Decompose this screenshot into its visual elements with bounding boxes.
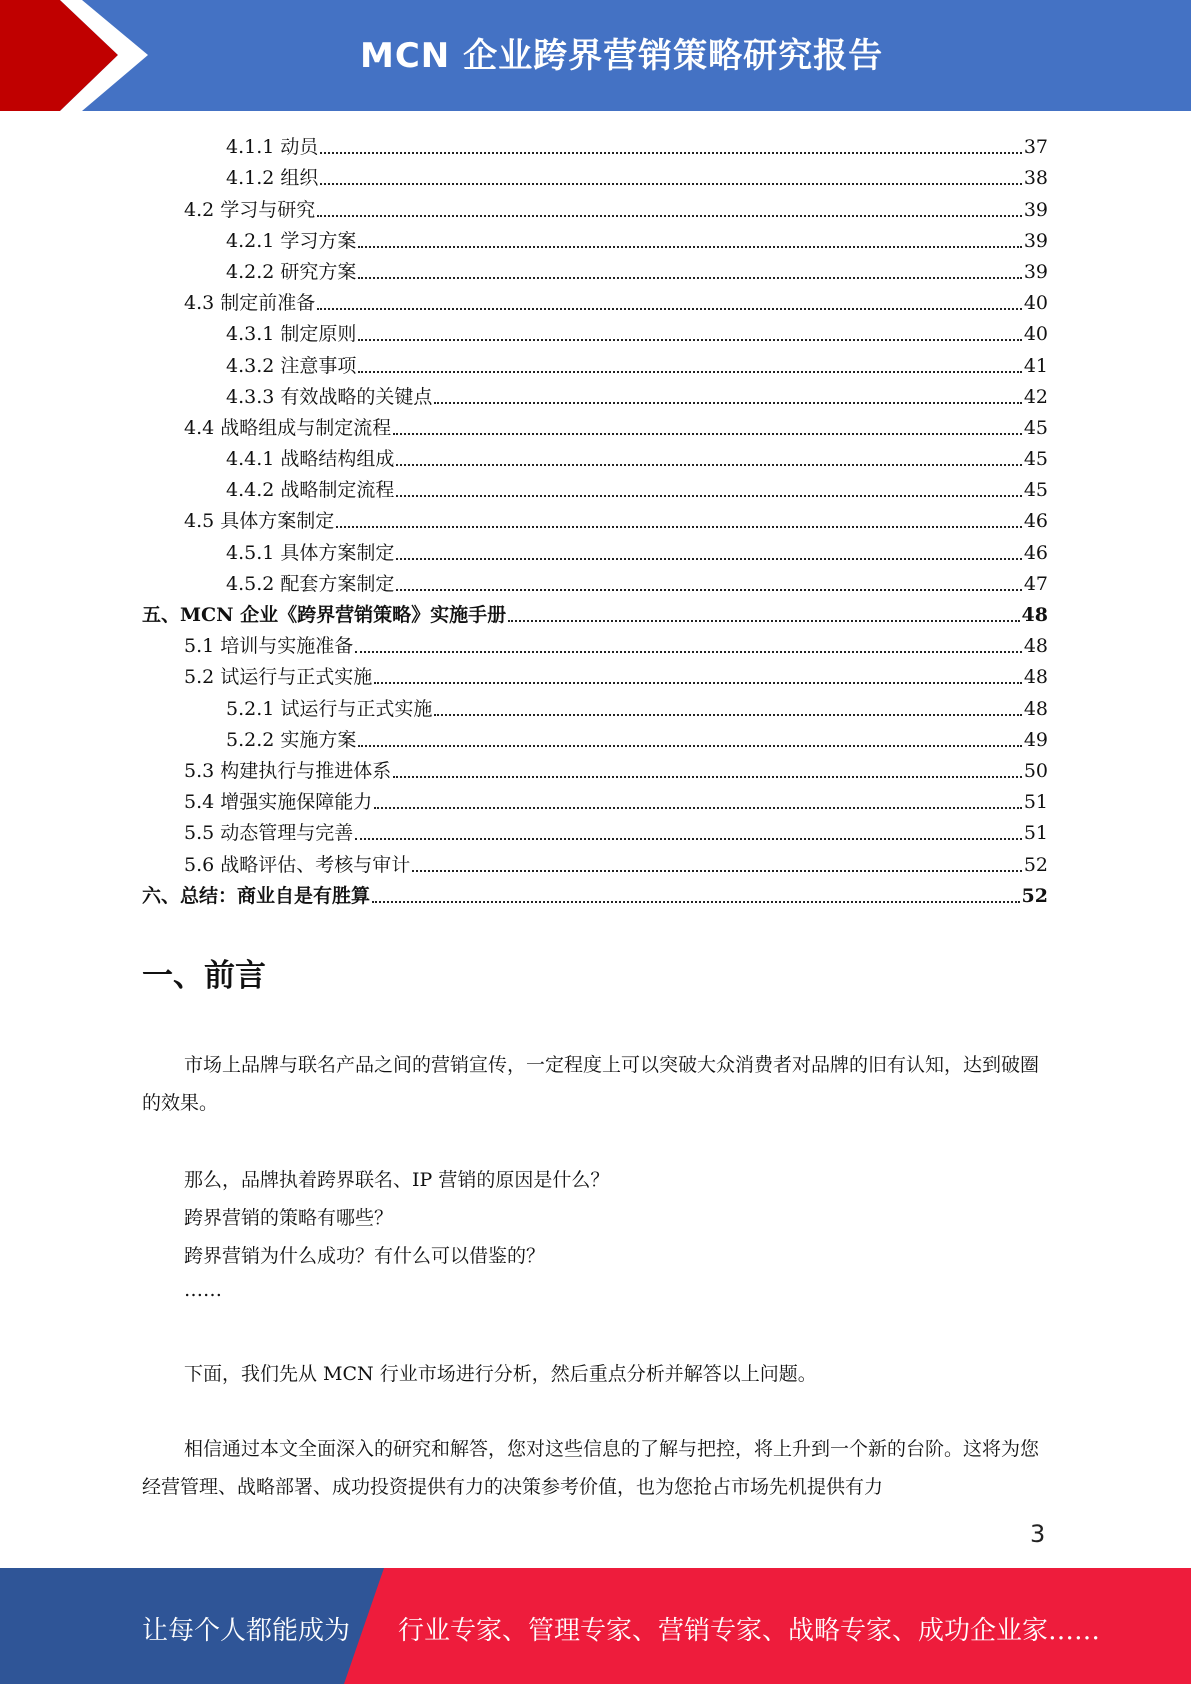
toc-entry[interactable] [142,845,1048,876]
page-header [0,0,1191,111]
toc-entry-label: 5.3 构建执行与推进体系 [184,759,392,782]
toc-entry-label: 4.3.1 制定原则 [226,323,357,346]
toc-entry-label: 4.4.1 战略结构组成 [226,448,395,471]
toc-entry-page: 40 [1023,323,1048,346]
toc-entry-page: 48 [1023,635,1048,658]
toc-entry-label: 4.2.2 研究方案 [226,260,357,283]
toc-dot-leader [393,776,1022,778]
toc-entry[interactable] [142,315,1048,346]
toc-entry-page: 46 [1023,510,1048,533]
toc-entry-page: 50 [1023,759,1048,782]
toc-entry-page: 39 [1023,198,1048,221]
toc-entry[interactable] [142,471,1048,502]
toc-entry[interactable] [142,783,1048,814]
toc-entry[interactable] [142,752,1048,783]
toc-entry-page: 45 [1023,479,1048,502]
toc-entry[interactable] [142,284,1048,315]
page-number: 3 [1030,1520,1046,1548]
toc-dot-leader [434,714,1021,716]
toc-dot-leader [508,620,1019,622]
toc-entry-page: 52 [1021,884,1048,907]
toc-entry-label: 4.5.1 具体方案制定 [226,541,395,564]
toc-entry[interactable] [142,128,1048,159]
toc-entry-label: 4.1.1 动员 [226,136,319,159]
header-title: MCN 企业跨界营销策略研究报告 [360,36,884,76]
toc-dot-leader [396,464,1021,466]
toc-entry[interactable] [142,440,1048,471]
footer-slogan-right: 行业专家、管理专家、营销专家、战略专家、成功企业家…… [398,1616,1101,1646]
toc-entry-label: 4.2.1 学习方案 [226,229,357,252]
toc-dot-leader [358,246,1021,248]
toc-entry-label: 5.1 培训与实施准备 [184,635,354,658]
toc-entry-page: 40 [1023,292,1048,315]
toc-dot-leader [317,215,1022,217]
question-1: 那么，品牌执着跨界联名、IP 营销的原因是什么？ [184,1169,610,1191]
toc-entry-page: 51 [1023,791,1048,814]
toc-dot-leader [358,745,1021,747]
toc-entry-label: 5.5 动态管理与完善 [184,822,354,845]
toc-entry-page: 42 [1023,385,1048,408]
toc-dot-leader [434,402,1021,404]
toc-entry-label: 4.3 制定前准备 [184,292,316,315]
toc-entry-page: 49 [1023,728,1048,751]
toc-entry[interactable] [142,253,1048,284]
toc-entry-page: 46 [1023,541,1048,564]
toc-entry-page: 48 [1023,697,1048,720]
toc-entry[interactable] [142,409,1048,440]
toc-entry-page: 51 [1023,822,1048,845]
toc-entry-label: 4.5.2 配套方案制定 [226,572,395,595]
toc-dot-leader [320,152,1021,154]
toc-entry-label: 4.4.2 战略制定流程 [226,479,395,502]
question-3: 跨界营销为什么成功？有什么可以借鉴的？ [184,1245,546,1267]
toc-entry-page: 37 [1023,136,1048,159]
toc-dot-leader [396,589,1021,591]
toc-dot-leader [320,183,1021,185]
toc-entry-page: 52 [1023,853,1048,876]
toc-entry-label: 5.2.1 试运行与正式实施 [226,697,433,720]
toc-dot-leader [358,277,1021,279]
toc-entry-page: 41 [1023,354,1048,377]
toc-entry[interactable] [142,658,1048,689]
toc-dot-leader [374,807,1022,809]
toc-entry-label: 五、MCN 企业《跨界营销策略》实施手册 [142,604,507,626]
toc-entry-page: 39 [1023,229,1048,252]
toc-entry-label: 5.6 战略评估、考核与审计 [184,853,411,876]
toc-entry[interactable] [142,533,1048,564]
page-footer [0,1568,1191,1684]
toc-entry[interactable] [142,814,1048,845]
toc-dot-leader [412,870,1022,872]
toc-entry-page: 45 [1023,448,1048,471]
toc-dot-leader [336,526,1022,528]
toc-entry[interactable] [142,222,1048,253]
toc-dot-leader [372,901,1020,903]
toc-entry-page: 39 [1023,260,1048,283]
toc-dot-leader [374,682,1022,684]
toc-entry-page: 47 [1023,572,1048,595]
toc-entry-label: 六、总结：商业自是有胜算 [142,884,371,907]
table-of-contents [142,128,1048,908]
toc-entry-page: 48 [1021,604,1048,626]
paragraph-analysis: 下面，我们先从 MCN 行业市场进行分析，然后重点分析并解答以上问题。 [184,1363,817,1385]
toc-entry[interactable] [142,596,1048,627]
toc-entry[interactable] [142,627,1048,658]
paragraph-intro: 市场上品牌与联名产品之间的营销宣传，一定程度上可以突破大众消费者对品牌的旧有认知，达到破圈的效果。 [142,1054,1040,1114]
toc-entry-label: 4.4 战略组成与制定流程 [184,416,392,439]
ellipsis: …… [184,1279,222,1301]
toc-entry-label: 4.3.2 注意事项 [226,354,357,377]
toc-dot-leader [393,433,1022,435]
paragraph-conclusion: 相信通过本文全面深入的研究和解答，您对这些信息的了解与把控，将上升到一个新的台阶。这将为您经营管理、战略部署、成功投资提供有力的决策参考价值，也为您抢占市场先机提供有力 [142,1438,1040,1498]
toc-entry[interactable] [142,502,1048,533]
toc-entry-label: 4.2 学习与研究 [184,198,316,221]
toc-entry[interactable] [142,159,1048,190]
toc-entry[interactable] [142,346,1048,377]
toc-entry-label: 4.1.2 组织 [226,167,319,190]
section-heading: 一、前言 [142,958,266,994]
toc-entry[interactable] [142,378,1048,409]
toc-entry-label: 5.2.2 实施方案 [226,728,357,751]
toc-entry[interactable] [142,689,1048,720]
toc-entry-page: 45 [1023,416,1048,439]
toc-entry-label: 4.3.3 有效战略的关键点 [226,385,433,408]
toc-dot-leader [355,651,1022,653]
toc-entry-label: 4.5 具体方案制定 [184,510,335,533]
question-2: 跨界营销的策略有哪些？ [184,1207,394,1229]
toc-entry[interactable] [142,877,1048,908]
toc-entry-label: 5.2 试运行与正式实施 [184,666,373,689]
toc-dot-leader [396,558,1021,560]
toc-dot-leader [396,495,1021,497]
toc-entry[interactable] [142,565,1048,596]
toc-dot-leader [317,308,1022,310]
toc-dot-leader [355,838,1022,840]
footer-slogan-left: 让每个人都能成为 [142,1616,351,1646]
toc-dot-leader [358,371,1021,373]
toc-entry-label: 5.4 增强实施保障能力 [184,791,373,814]
toc-entry[interactable] [142,190,1048,221]
toc-entry-page: 38 [1023,167,1048,190]
toc-entry[interactable] [142,721,1048,752]
toc-dot-leader [358,339,1021,341]
toc-entry-page: 48 [1023,666,1048,689]
